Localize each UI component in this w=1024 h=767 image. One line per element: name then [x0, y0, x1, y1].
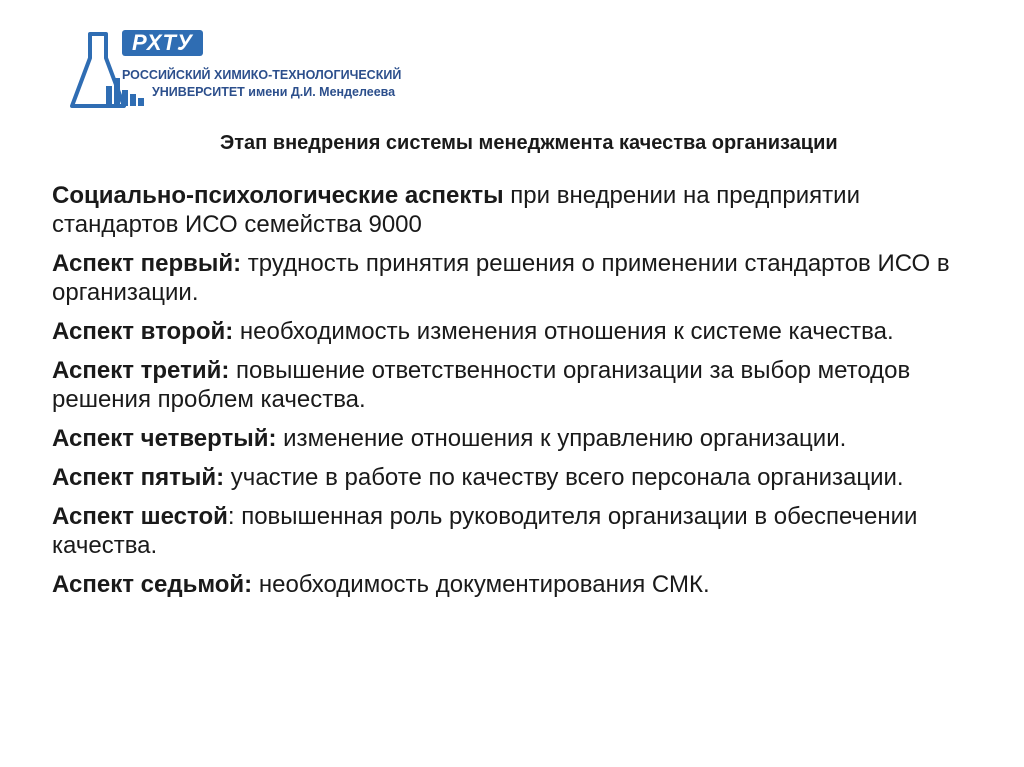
paragraph-bold: Аспект второй: — [52, 318, 234, 345]
paragraph-bold: Аспект третий: — [52, 357, 230, 384]
paragraph-aspect-4 — [52, 424, 952, 453]
paragraph-aspect-2 — [52, 317, 952, 346]
university-logo — [66, 28, 406, 114]
paragraph-text: повышение ответственности организации за выбор методов решения проблем качества. — [52, 357, 911, 413]
paragraph-text: участие в работе по качеству всего персонала организации. — [224, 464, 904, 491]
paragraph-text: при внедрении на предприятии стандартов ИСО семейства 9000 — [52, 182, 860, 238]
paragraph-aspect-7 — [52, 570, 952, 599]
paragraph-text: необходимость изменения отношения к системе качества. — [233, 318, 894, 345]
paragraph-text: трудность принятия решения о применении стандартов ИСО в организации. — [52, 250, 950, 306]
paragraph-bold: Аспект седьмой: — [52, 571, 253, 598]
paragraph-aspect-5 — [52, 463, 952, 492]
logo-text-line-1: РОССИЙСКИЙ ХИМИКО-ТЕХНОЛОГИЧЕСКИЙ — [122, 68, 402, 82]
paragraph-text: необходимость документирования СМК. — [252, 571, 710, 598]
paragraph-bold: Социально-психологические аспекты — [52, 182, 504, 209]
paragraph-bold: Аспект первый: — [52, 250, 242, 277]
paragraph-text: изменение отношения к управлению организации. — [276, 425, 847, 452]
paragraph-bold: Аспект пятый: — [52, 464, 225, 491]
paragraph-bold: Аспект четвертый: — [52, 425, 277, 452]
paragraph-bold: Аспект шестой — [52, 503, 228, 530]
paragraph-text: : повышенная роль руководителя организации в обеспечении качества. — [52, 503, 918, 559]
logo-abbreviation: РХТУ — [122, 30, 203, 56]
content-body — [52, 181, 952, 609]
paragraph-aspect-1 — [52, 249, 952, 307]
logo-text-line-2: УНИВЕРСИТЕТ имени Д.И. Менделеева — [152, 85, 396, 99]
paragraph-intro — [52, 181, 952, 239]
slide-title: Этап внедрения системы менеджмента качества организации — [220, 132, 838, 154]
paragraph-aspect-3 — [52, 356, 952, 414]
paragraph-aspect-6 — [52, 502, 952, 560]
